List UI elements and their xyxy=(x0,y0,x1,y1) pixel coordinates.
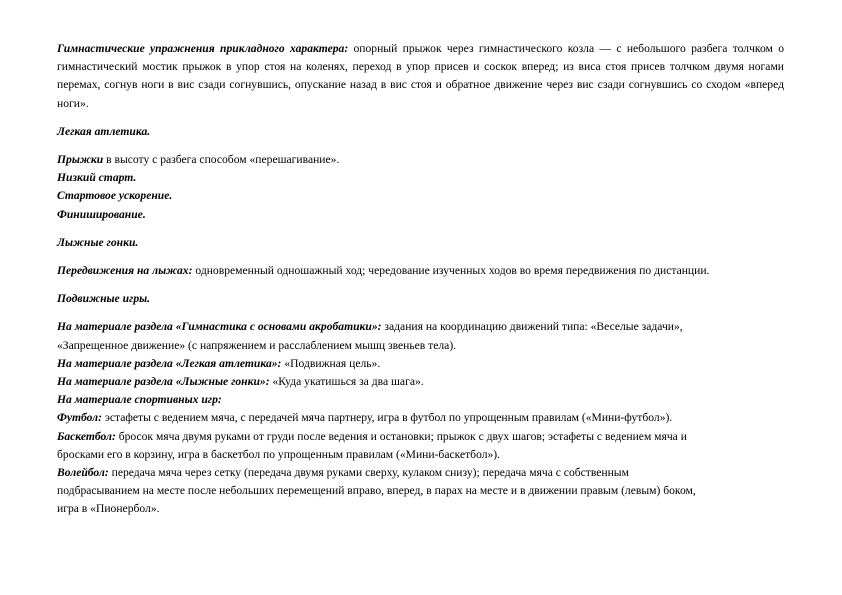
basketball-line-2: бросками его в корзину, игра в баскетбол по упрощенным правилам («Мини-баскетбол»). xyxy=(57,447,501,461)
ski-movement-line xyxy=(57,262,784,280)
volleyball-text-1: передача мяча через сетку (передача двумя руками сверху, кулаком снизу); передача мяча с собственным xyxy=(108,466,629,480)
ski-movement-text: одновременный одношажный ход; чередование изученных ходов во время передвижения по дистанции. xyxy=(192,264,710,278)
games-gym-line-2: «Запрещенное движение» (с напряжением и расслаблением мышц звеньев тела). xyxy=(57,338,457,352)
jumps-line xyxy=(57,151,784,169)
games-athl-text: «Подвижная цель». xyxy=(281,356,381,370)
games-sport-heading: На материале спортивных игр: xyxy=(57,393,222,407)
basketball-line xyxy=(57,428,784,446)
football-heading: Футбол: xyxy=(57,411,102,425)
jumps-text: в высоту с разбега способом «перешагивание». xyxy=(103,153,340,167)
games-gym-line xyxy=(57,318,784,336)
football-text: эстафеты с ведением мяча, с передачей мяча партнеру, игра в футбол по упрощенным правилам («Мини-футбол»). xyxy=(101,411,673,425)
athletics-heading: Легкая атлетика. xyxy=(57,124,151,138)
games-heading: Подвижные игры. xyxy=(57,292,151,306)
football-line xyxy=(57,409,784,427)
document-page xyxy=(57,40,784,519)
games-athl-heading: На материале раздела «Легкая атлетика»: xyxy=(57,356,282,370)
skiing-heading: Лыжные гонки. xyxy=(57,235,139,249)
volleyball-line xyxy=(57,464,784,482)
gymnastics-heading: Гимнастические упражнения прикладного характера: xyxy=(57,42,349,55)
games-ski-heading: На материале раздела «Лыжные гонки»: xyxy=(57,375,270,389)
basketball-text-1: бросок мяча двумя руками от груди после ведения и остановки; прыжок с двух шагов; эстафеты с ведением мяча и xyxy=(115,429,687,443)
volleyball-line-2: подбрасыванием на месте после небольших перемещений вправо, вперед, в парах на месте и в движении правым (левым) боком, xyxy=(57,484,696,498)
basketball-heading: Баскетбол: xyxy=(57,429,116,443)
games-athl-line xyxy=(57,355,784,373)
games-ski-text: «Куда укатишься за два шага». xyxy=(269,375,424,389)
finishing-line: Финиширование. xyxy=(57,207,146,221)
volleyball-line-3: игра в «Пионербол». xyxy=(57,502,160,516)
volleyball-heading: Волейбол: xyxy=(57,466,109,480)
low-start-line: Низкий старт. xyxy=(57,171,137,185)
gymnastics-text: опорный прыжок через гимнастического козла — с небольшого разбега толчком о гимнастический мостик прыжок в упор стоя на коленях, переход в упор присев и соскок вперед; из виса стоя присев толчком двумя ногами перемах, согнув ноги в вис сзади согнувшись, опускание назад в вис стоя и обратное движение через вис сзади согнувшись со сходом «вперед ноги». xyxy=(57,42,784,110)
ski-movement-heading: Передвижения на лыжах: xyxy=(57,264,193,278)
gymnastics-paragraph xyxy=(57,40,784,113)
games-gym-heading: На материале раздела «Гимнастика с основами акробатики»: xyxy=(57,320,382,334)
games-gym-text: задания на координацию движений типа: «Веселые задачи», xyxy=(381,320,683,334)
acceleration-line: Стартовое ускорение. xyxy=(57,189,173,203)
games-ski-line xyxy=(57,373,784,391)
jumps-heading: Прыжки xyxy=(57,153,104,167)
